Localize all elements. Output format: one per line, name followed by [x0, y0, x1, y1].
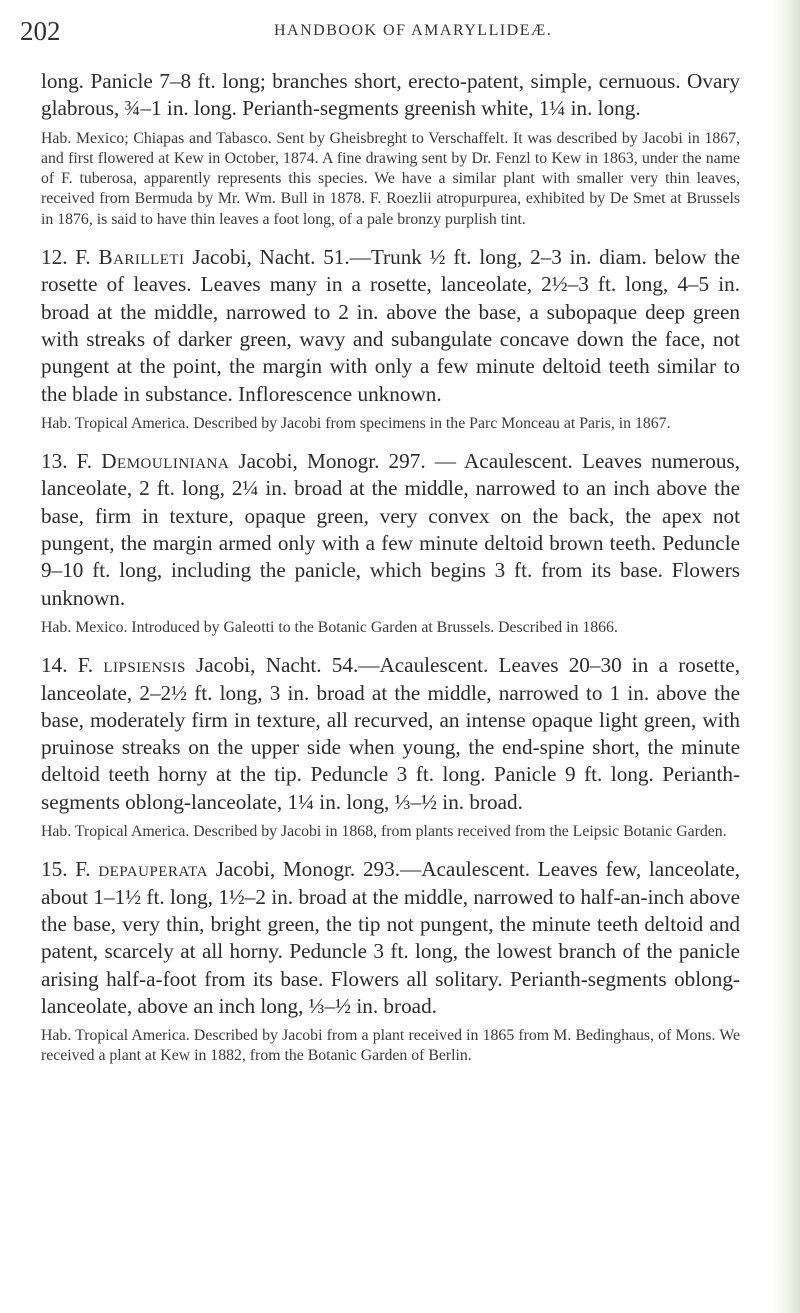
species-text: Jacobi, Monogr. 297. — Acaulescent. Leaves numerous, lanceolate, 2 ft. long, 2¼ in. broad at the middle, narrowed to an inch above the base, firm in texture, opaque green, very convex on the back, the apex not pungent, the margin armed only with a few minute deltoid brown teeth. Peduncle 9–10 ft. long, including the panicle, which begins 3 ft. from its base. Flowers unknown.	[41, 449, 741, 610]
species-epithet: Demouliniana	[101, 449, 230, 474]
species-description	[41, 856, 740, 1020]
species-entry-13	[41, 448, 740, 638]
genus-abbrev: F.	[75, 857, 91, 882]
species-text: Jacobi, Monogr. 293.—Acaulescent. Leaves few, lanceolate, about 1–1½ ft. long, 1½–2 in. broad at the middle, narrowed to half-an-inch above the base, very thin, bright green, the tip not pungent, the minute teeth deltoid and patent, scarcely at all horny. Peduncle 3 ft. long, the lowest branch of the panicle arising half-a-foot from its base. Flowers all solitary. Perianth-segments oblong-lanceolate, above an inch long, ⅓–½ in. broad.	[41, 857, 741, 1018]
running-head: HANDBOOK OF AMARYLLIDEÆ.	[274, 22, 553, 39]
species-text: Jacobi, Nacht. 51.—Trunk ½ ft. long, 2–3 in. diam. below the rosette of leaves. Leaves many in a rosette, lanceolate, 2½–3 ft. long, 4–5 in. broad at the middle, narrowed to 2 in. above the base, a subopaque deep green with streaks of darker green, wavy and subangulate concave down the face, not pungent at the point, the margin with only a few minute deltoid teeth similar to the blade in substance. Inflorescence unknown.	[41, 245, 741, 406]
species-description	[41, 652, 740, 816]
species-epithet: lipsiensis	[103, 653, 186, 678]
species-epithet: Barilleti	[98, 245, 185, 270]
species-description	[41, 448, 740, 612]
intro-habitat-note: Hab. Mexico; Chiapas and Tabasco. Sent by Gheisbreght to Verschaffelt. It was described by Jacobi in 1867, and first flowered at Kew in October, 1874. A fine drawing sent by Dr. Fenzl to Kew in 1863, under the name of F. tuberosa, apparently represents this species. We have a similar plant with smaller very thin leaves, received from Bermuda by Mr. Wm. Bull in 1878. F. Roezlii atropurpurea, exhibited by De Smet at Brussels in 1876, is said to have thin leaves a foot long, of a pale bronzy purplish tint.	[41, 129, 740, 228]
page-edge-shadow	[772, 0, 800, 1313]
habitat-note: Hab. Tropical America. Described by Jacobi from specimens in the Parc Monceau at Paris, in 1867.	[41, 414, 671, 432]
page-number: 202	[20, 16, 61, 46]
species-number: 15.	[41, 857, 68, 882]
page-content	[41, 68, 740, 1067]
species-description	[41, 244, 740, 408]
genus-abbrev: F.	[75, 245, 91, 270]
species-number: 13.	[41, 449, 68, 474]
species-text: Jacobi, Nacht. 54.—Acaulescent. Leaves 20–30 in a rosette, lanceolate, 2–2½ ft. long, 3 in. broad at the middle, narrowed to 1 in. above the base, moderately firm in texture, all recurved, an intense opaque light green, with pruinose streaks on the upper side when young, the end-spine short, the minute deltoid teeth horny at the tip. Peduncle 3 ft. long. Panicle 9 ft. long. Perianth-segments oblong-lanceolate, 1¼ in. long, ⅓–½ in. broad.	[41, 653, 740, 814]
habitat-note: Hab. Tropical America. Described by Jacobi from a plant received in 1865 from M. Bedinghaus, of Mons. We received a plant at Kew in 1882, from the Botanic Garden of Berlin.	[41, 1027, 740, 1065]
species-entry-12	[41, 244, 740, 434]
species-entry-14	[41, 652, 740, 842]
species-number: 14.	[41, 653, 68, 678]
intro-text: long. Panicle 7–8 ft. long; branches short, erecto-patent, simple, cernuous. Ovary glabrous, ¾–1 in. long. Perianth-segments greenish white, 1¼ in. long.	[41, 69, 740, 121]
genus-abbrev: F.	[76, 449, 93, 474]
species-number: 12.	[41, 245, 68, 270]
species-entry-15	[41, 856, 740, 1066]
intro-block	[41, 68, 740, 230]
habitat-note: Hab. Tropical America. Described by Jacobi in 1868, from plants received from the Leipsic Botanic Garden.	[41, 823, 727, 841]
species-epithet: depauperata	[98, 857, 208, 882]
habitat-note: Hab. Mexico. Introduced by Galeotti to the Botanic Garden at Brussels. Described in 1866.	[41, 618, 618, 636]
genus-abbrev: F.	[77, 653, 94, 678]
